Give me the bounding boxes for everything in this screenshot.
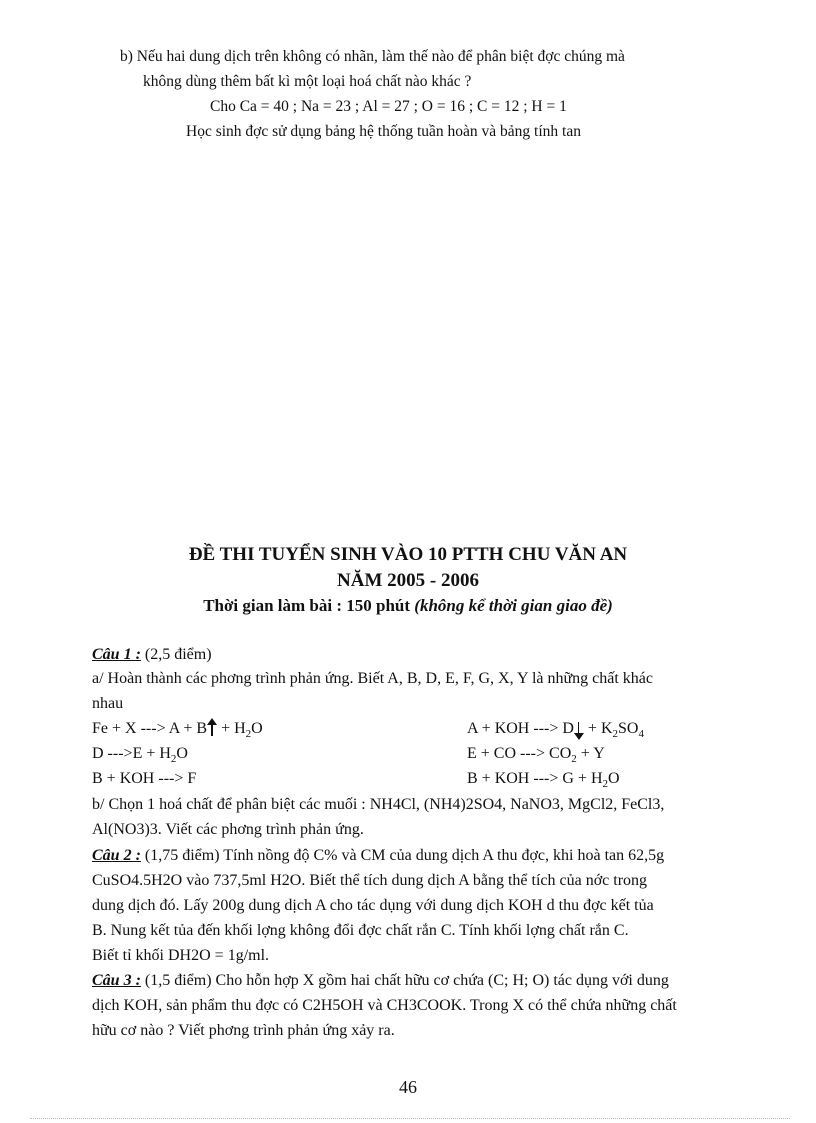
eq1-right-text: A + KOH ---> D xyxy=(467,720,574,737)
eq3-right-text-b: O xyxy=(608,770,620,787)
eq2-left-text: D --->E + H xyxy=(92,745,171,762)
eq2-right-text-b: + Y xyxy=(576,745,605,762)
equation-2-left: D $--->E + H_2O$ xyxy=(92,745,188,766)
exam-title: ĐỀ THI TUYỂN SINH VÀO 10 PTTH CHU VĂN AN xyxy=(188,544,628,565)
eq3-right-text: B + KOH ---> G + H xyxy=(467,770,603,787)
page-number: 46 xyxy=(399,1077,417,1097)
eq1-left-text-b: + H xyxy=(217,720,246,737)
equation-1-right: A + KOH ---> $D + K_2SO_4$ xyxy=(467,720,644,741)
time-label: Thời gian làm bài : 150 phút xyxy=(203,596,411,615)
gas-up-arrow-icon xyxy=(207,720,217,738)
atomic-masses: Cho Ca = 40 ; Na = 23 ; Al = 27 ; O = 16 ; C = 12 ; H = 1 xyxy=(210,98,567,115)
question-3-line-1 xyxy=(92,972,669,990)
question-1-points: (2,5 điểm) xyxy=(140,646,212,663)
question-2-line-4: B. Nung kết tủa đến khối lợng không đổi đợc chất rắn C. Tính khối lợng chất rắn C. xyxy=(92,922,629,939)
eq1-right-text-c: SO xyxy=(618,720,639,737)
eq1-left-text-c: O xyxy=(251,720,263,737)
question-2-line-5: Biết tỉ khối DH2O = 1g/ml. xyxy=(92,947,270,964)
eq1-right-text-b: + K xyxy=(583,720,613,737)
precipitate-down-arrow-icon xyxy=(574,720,584,738)
question-2-line-2: CuSO4.5H2O vào 737,5ml H2O. Biết thể tích dung dịch A bằng thể tích của nớc trong xyxy=(92,872,648,889)
equation-3-right: B + KOH ---> $G + H_2O$ xyxy=(467,770,620,791)
equation-1-left: Fe + X ---> $A + B + H_2O$ xyxy=(92,720,263,741)
question-3-line-3: hữu cơ nào ? Viết phơng trình phản ứng xảy ra. xyxy=(92,1022,395,1039)
allowed-materials-note: Học sinh đợc sử dụng bảng hệ thống tuần hoàn và bảng tính tan xyxy=(186,123,581,140)
eq2-right-text: E + CO ---> CO xyxy=(467,745,572,762)
part-b-line-1: b) Nếu hai dung dịch trên không có nhãn, làm thế nào để phân biệt đợc chúng mà xyxy=(120,48,625,65)
equation-3-left: B + KOH ---> F xyxy=(92,770,197,787)
question-2-line-1 xyxy=(92,847,664,865)
question-3-label: Câu 3 : xyxy=(92,972,141,989)
question-1-label: Câu 1 : xyxy=(92,646,141,663)
question-1b-line-1: b/ Chọn 1 hoá chất để phân biệt các muối : NH4Cl, (NH4)2SO4, NaNO3, MgCl2, FeCl3, xyxy=(92,796,665,813)
question-1a-line-2: nhau xyxy=(92,695,124,712)
question-1-header xyxy=(92,646,212,664)
question-3-text-1: (1,5 điểm) Cho hỗn hợp X gồm hai chất hữu cơ chứa (C; H; O) tác dụng với dung xyxy=(140,972,669,989)
question-1b-line-2: Al(NO3)3. Viết các phơng trình phản ứng. xyxy=(92,821,364,838)
question-2-line-3: dung dịch đó. Lấy 200g dung dịch A cho tác dụng với dung dịch KOH d thu đợc kết tủa xyxy=(92,897,654,914)
question-2-label: Câu 2 : xyxy=(92,847,141,864)
exam-time xyxy=(0,596,816,616)
equation-2-right: E + CO ---> $CO_2 + Y$ xyxy=(467,745,605,766)
eq2-left-text-b: O xyxy=(176,745,188,762)
question-2-text-1: (1,75 điểm) Tính nồng độ C% và CM của dung dịch A thu đợc, khi hoà tan 62,5g xyxy=(140,847,665,864)
time-note: (không kể thời gian giao đề) xyxy=(414,596,613,615)
question-1a-line-1: a/ Hoàn thành các phơng trình phản ứng. Biết A, B, D, E, F, G, X, Y là những chất khác xyxy=(92,670,654,687)
exam-year: NĂM 2005 - 2006 xyxy=(337,570,479,591)
footer-divider xyxy=(30,1118,790,1119)
eq1-left-text: Fe + X ---> A + B xyxy=(92,720,208,737)
part-b-line-2: không dùng thêm bất kì một loại hoá chất nào khác ? xyxy=(143,73,472,90)
question-3-line-2: dịch KOH, sản phẩm thu đợc có C2H5OH và CH3COOK. Trong X có thể chứa những chất xyxy=(92,997,677,1014)
